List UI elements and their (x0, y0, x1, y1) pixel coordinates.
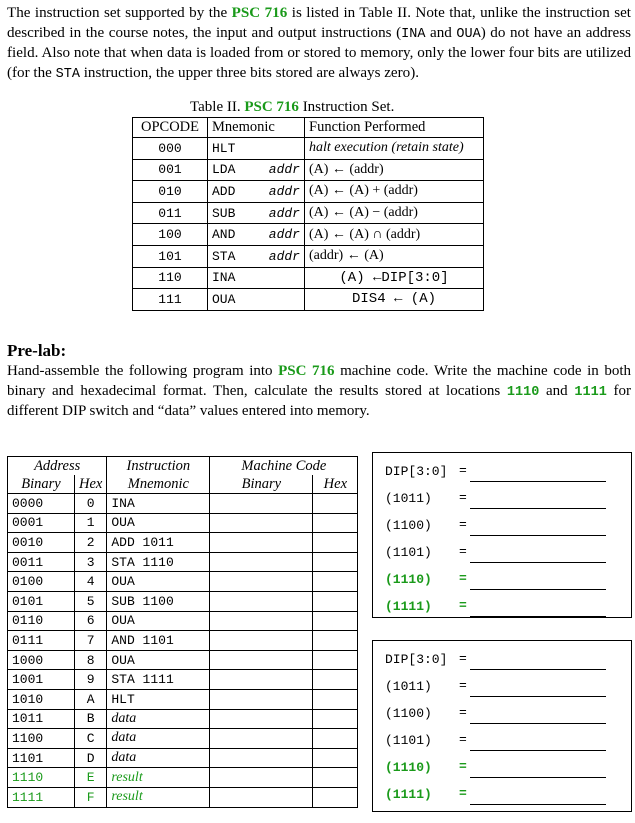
header-instruction: Instruction (107, 457, 210, 476)
machine-hex-cell[interactable] (313, 689, 358, 709)
function-cell: (A) ← (A) ∩ (addr) (305, 224, 484, 246)
address-hex-cell: 5 (75, 591, 107, 611)
address-hex-cell: 1 (75, 513, 107, 533)
dip-value-row: (1110) = (385, 759, 467, 775)
answer-line[interactable] (470, 589, 606, 590)
machine-binary-cell[interactable] (210, 787, 313, 807)
address-binary-cell: 1111 (8, 787, 75, 807)
address-binary-cell: 1100 (8, 729, 75, 749)
address-binary-cell: 1101 (8, 748, 75, 768)
address-hex-cell: A (75, 689, 107, 709)
address-binary-cell: 0010 (8, 533, 75, 553)
opcode-cell: 011 (133, 202, 208, 224)
machine-hex-cell[interactable] (313, 494, 358, 514)
dip-value-row: (1011) = (385, 490, 467, 506)
machine-hex-cell[interactable] (313, 729, 358, 749)
machine-binary-cell[interactable] (210, 709, 313, 729)
header-mnemonic: Mnemonic (107, 475, 210, 494)
instruction-row (133, 202, 484, 224)
header-binary: Binary (8, 475, 75, 494)
address-hex-cell: F (75, 787, 107, 807)
psc-name: PSC 716 (231, 5, 288, 21)
address-hex-cell: 6 (75, 611, 107, 631)
function-cell: (A) ← (A) + (addr) (305, 181, 484, 203)
machine-binary-cell[interactable] (210, 533, 313, 553)
header-opcode: OPCODE (133, 118, 208, 138)
address-hex-cell: C (75, 729, 107, 749)
address-hex-cell: E (75, 768, 107, 788)
mnemonic-cell: AND addr (208, 224, 305, 246)
instruction-cell: OUA (107, 572, 210, 592)
mnemonic-cell: OUA (208, 289, 305, 311)
instruction-set-table (132, 117, 484, 311)
address-hex-cell: 9 (75, 670, 107, 690)
dip-value-row: (1100) = (385, 517, 467, 533)
dip-value-row: (1011) = (385, 678, 467, 694)
program-row (8, 631, 358, 651)
machine-binary-cell[interactable] (210, 611, 313, 631)
answer-line[interactable] (470, 696, 606, 697)
dip-value-row: (1101) = (385, 732, 467, 748)
address-binary-cell: 1001 (8, 670, 75, 690)
address-binary-cell: 1010 (8, 689, 75, 709)
opcode-cell: 101 (133, 245, 208, 267)
answer-line[interactable] (470, 562, 606, 563)
address-hex-cell: 7 (75, 631, 107, 651)
answer-line[interactable] (470, 804, 606, 805)
address-binary-cell: 0111 (8, 631, 75, 651)
instruction-cell: ADD 1011 (107, 533, 210, 553)
address-hex-cell: D (75, 748, 107, 768)
header-machine-hex: Hex (313, 475, 358, 494)
instruction-row (133, 138, 484, 160)
header-address: Address (8, 457, 107, 476)
program-table (7, 456, 358, 808)
dip-label-row: DIP[3:0] = (385, 651, 467, 667)
opcode-cell: 111 (133, 289, 208, 311)
opcode-cell: 000 (133, 138, 208, 160)
program-row (8, 787, 358, 807)
opcode-cell: 110 (133, 267, 208, 289)
function-cell: (addr) ← (A) (305, 245, 484, 267)
instruction-cell: data (107, 729, 210, 749)
program-row (8, 611, 358, 631)
program-row (8, 572, 358, 592)
mnemonic-cell: SUB addr (208, 202, 305, 224)
dip-value-row: (1110) = (385, 571, 467, 587)
opcode-cell: 010 (133, 181, 208, 203)
machine-binary-cell[interactable] (210, 670, 313, 690)
instruction-cell: HLT (107, 689, 210, 709)
dip-value-row: (1111) = (385, 786, 467, 802)
header-machine-code: Machine Code (210, 457, 358, 476)
instruction-row (133, 181, 484, 203)
answer-line[interactable] (470, 535, 606, 536)
function-cell: DIS4 ← (A) (305, 289, 484, 311)
address-binary-cell: 0011 (8, 552, 75, 572)
answer-line[interactable] (470, 723, 606, 724)
machine-hex-cell[interactable] (313, 591, 358, 611)
address-hex-cell: 4 (75, 572, 107, 592)
table2-caption: Table II. PSC 716 Instruction Set. (190, 99, 395, 115)
machine-hex-cell[interactable] (313, 787, 358, 807)
dip-value-row: (1101) = (385, 544, 467, 560)
address-binary-cell: 0000 (8, 494, 75, 514)
address-binary-cell: 0001 (8, 513, 75, 533)
instruction-cell: STA 1110 (107, 552, 210, 572)
instruction-row (133, 289, 484, 311)
answer-line[interactable] (470, 508, 606, 509)
header-mnemonic: Mnemonic (208, 118, 305, 138)
instruction-cell: result (107, 787, 210, 807)
machine-binary-cell[interactable] (210, 591, 313, 611)
instruction-cell: data (107, 709, 210, 729)
machine-hex-cell[interactable] (313, 533, 358, 553)
program-row (8, 533, 358, 553)
machine-hex-cell[interactable] (313, 670, 358, 690)
machine-binary-cell[interactable] (210, 631, 313, 651)
answer-line[interactable] (470, 481, 606, 482)
function-cell: (A) ← (addr) (305, 159, 484, 181)
dip-label-row: DIP[3:0] = (385, 463, 467, 479)
dip-value-row: (1111) = (385, 598, 467, 614)
instruction-cell: STA 1111 (107, 670, 210, 690)
program-row (8, 689, 358, 709)
opcode-cell: 100 (133, 224, 208, 246)
address-hex-cell: 3 (75, 552, 107, 572)
machine-hex-cell[interactable] (313, 631, 358, 651)
dip-value-row: (1100) = (385, 705, 467, 721)
mnemonic-cell: INA (208, 267, 305, 289)
machine-binary-cell[interactable] (210, 729, 313, 749)
dip-results-box-1 (372, 452, 632, 618)
instruction-row (133, 267, 484, 289)
address-hex-cell: 0 (75, 494, 107, 514)
instruction-cell: OUA (107, 611, 210, 631)
answer-line[interactable] (470, 669, 606, 670)
address-hex-cell: B (75, 709, 107, 729)
prelab-paragraph: Hand-assemble the following program into PSC 716 machine code. Write the machine code in both binary and hexadecimal format. Then, calculate the results stored at locations 1110 and 1111 for different DIP switch and “data” values entered into memory. (7, 363, 631, 419)
instruction-cell: result (107, 768, 210, 788)
function-cell: (A) ← (A) − (addr) (305, 202, 484, 224)
machine-binary-cell[interactable] (210, 552, 313, 572)
opcode-cell: 001 (133, 159, 208, 181)
address-hex-cell: 8 (75, 650, 107, 670)
program-row (8, 748, 358, 768)
machine-hex-cell[interactable] (313, 650, 358, 670)
program-row (8, 670, 358, 690)
header-function: Function Performed (305, 118, 484, 138)
machine-hex-cell[interactable] (313, 572, 358, 592)
machine-hex-cell[interactable] (313, 513, 358, 533)
answer-line[interactable] (470, 616, 606, 617)
machine-binary-cell[interactable] (210, 689, 313, 709)
instruction-cell: data (107, 748, 210, 768)
machine-hex-cell[interactable] (313, 748, 358, 768)
machine-hex-cell[interactable] (313, 768, 358, 788)
mnemonic-cell: HLT (208, 138, 305, 160)
instruction-cell: INA (107, 494, 210, 514)
address-hex-cell: 2 (75, 533, 107, 553)
instruction-cell: SUB 1100 (107, 591, 210, 611)
dip-results-box-2 (372, 640, 632, 812)
address-binary-cell: 0110 (8, 611, 75, 631)
answer-line[interactable] (470, 777, 606, 778)
address-binary-cell: 1011 (8, 709, 75, 729)
instruction-cell: OUA (107, 650, 210, 670)
machine-binary-cell[interactable] (210, 494, 313, 514)
machine-hex-cell[interactable] (313, 709, 358, 729)
mnemonic-cell: LDA addr (208, 159, 305, 181)
machine-binary-cell[interactable] (210, 650, 313, 670)
machine-binary-cell[interactable] (210, 768, 313, 788)
function-cell: (A) ←DIP[3:0] (305, 267, 484, 289)
address-binary-cell: 0100 (8, 572, 75, 592)
address-binary-cell: 1110 (8, 768, 75, 788)
program-row (8, 650, 358, 670)
instruction-cell: AND 1101 (107, 631, 210, 651)
machine-hex-cell[interactable] (313, 611, 358, 631)
intro-paragraph: The instruction set supported by the PSC 716 is listed in Table II. Note that, unlike the instruction set described in the course notes, the input and output instructions (INA and OUA) do not have an address field. Also note that when data is loaded from or stored to memory, only the lower four bits are utilized (for the STA instruction, the upper three bits stored are always zero). (7, 5, 632, 82)
mnemonic-cell: ADD addr (208, 181, 305, 203)
machine-hex-cell[interactable] (313, 552, 358, 572)
instruction-row (133, 245, 484, 267)
machine-binary-cell[interactable] (210, 513, 313, 533)
program-row (8, 709, 358, 729)
instruction-cell: OUA (107, 513, 210, 533)
prelab-heading: Pre-lab: (7, 341, 67, 360)
program-row (8, 513, 358, 533)
machine-binary-cell[interactable] (210, 748, 313, 768)
instruction-row (133, 224, 484, 246)
program-row (8, 494, 358, 514)
header-hex: Hex (75, 475, 107, 494)
instruction-row (133, 159, 484, 181)
program-row (8, 552, 358, 572)
address-binary-cell: 0101 (8, 591, 75, 611)
header-machine-binary: Binary (210, 475, 313, 494)
function-cell: halt execution (retain state) (305, 138, 484, 160)
mnemonic-cell: STA addr (208, 245, 305, 267)
program-row (8, 591, 358, 611)
machine-binary-cell[interactable] (210, 572, 313, 592)
program-row (8, 768, 358, 788)
address-binary-cell: 1000 (8, 650, 75, 670)
program-row (8, 729, 358, 749)
answer-line[interactable] (470, 750, 606, 751)
